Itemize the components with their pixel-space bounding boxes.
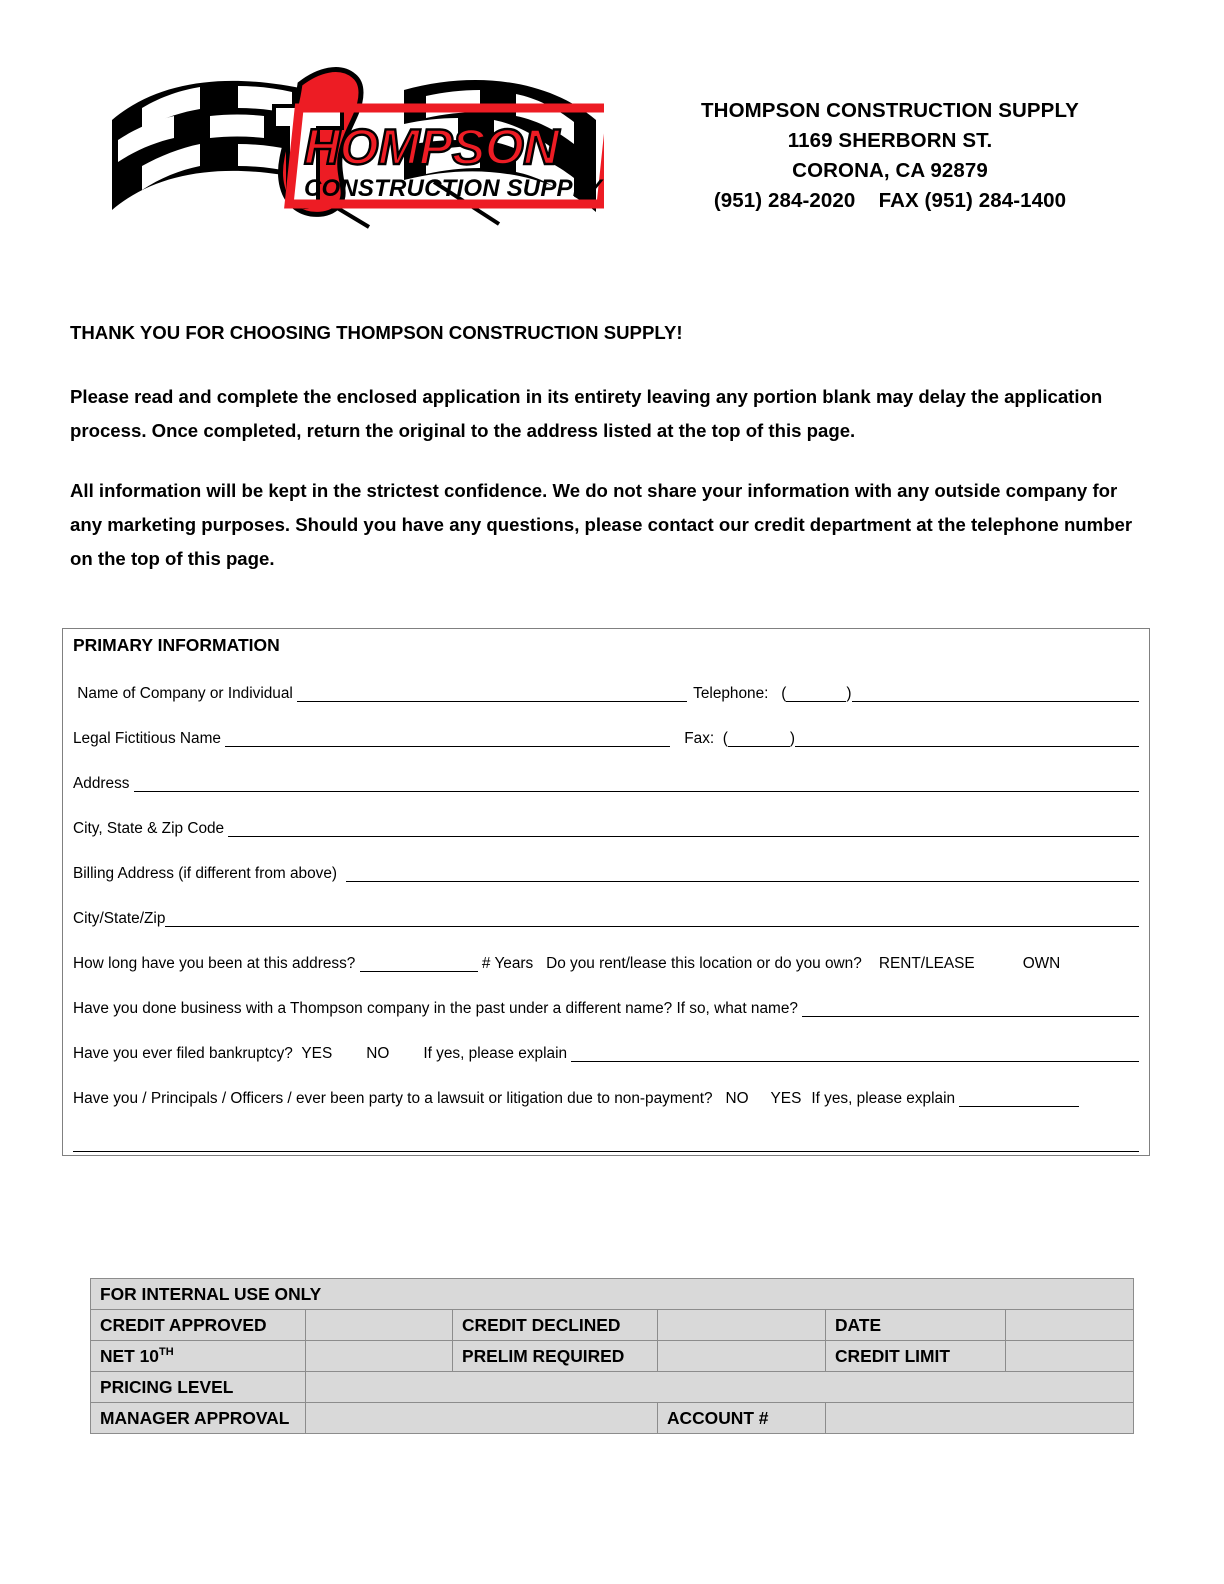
prelim-required-value[interactable] bbox=[658, 1341, 826, 1372]
table-row bbox=[91, 1341, 1134, 1372]
svg-text:CONSTRUCTION SUPPLY: CONSTRUCTION SUPPLY bbox=[304, 175, 603, 202]
lawsuit-label: Have you / Principals / Officers / ever been party to a lawsuit or litigation due to non-payment? bbox=[73, 1090, 726, 1107]
how-long-years-input[interactable] bbox=[360, 951, 478, 972]
legal-fictitious-name-input[interactable] bbox=[225, 726, 670, 747]
company-name-label: Name of Company or Individual bbox=[73, 685, 298, 702]
row-lawsuit-litigation bbox=[73, 1089, 1139, 1110]
credit-approved-value[interactable] bbox=[306, 1310, 453, 1341]
net-ten-text: NET 10 bbox=[100, 1345, 159, 1366]
intro-text-block bbox=[70, 316, 1142, 576]
legal-fictitious-name-label: Legal Fictitious Name bbox=[73, 730, 226, 747]
net-ten-label bbox=[91, 1341, 306, 1372]
row-legal-fictitious-name bbox=[73, 729, 1139, 750]
city-state-zip-label: City, State & Zip Code bbox=[73, 820, 229, 837]
intro-paragraph-1: Please read and complete the enclosed application in its entirety leaving any portion blank may delay the application process. Once completed, return the original to the address listed at the top of this page. bbox=[70, 386, 1103, 441]
thompson-history-input[interactable] bbox=[802, 996, 1139, 1017]
telephone-paren-close: ) bbox=[846, 685, 852, 702]
table-row bbox=[91, 1310, 1134, 1341]
company-address-block bbox=[640, 96, 1140, 216]
lawsuit-explain-input[interactable] bbox=[959, 1086, 1079, 1107]
company-phone-line: (951) 284-2020 FAX (951) 284-1400 bbox=[713, 189, 1067, 212]
credit-limit-label: CREDIT LIMIT bbox=[826, 1341, 1006, 1372]
address-input[interactable] bbox=[134, 771, 1139, 792]
row-how-long-at-address bbox=[73, 954, 1139, 975]
prelim-required-label: PRELIM REQUIRED bbox=[453, 1341, 658, 1372]
telephone-areacode-input[interactable] bbox=[786, 681, 846, 702]
billing-address-input[interactable] bbox=[346, 861, 1139, 882]
credit-declined-label: CREDIT DECLINED bbox=[453, 1310, 658, 1341]
company-name-line: THOMPSON CONSTRUCTION SUPPLY bbox=[701, 99, 1079, 122]
own-option[interactable]: OWN bbox=[1022, 955, 1061, 972]
pricing-level-value[interactable] bbox=[306, 1372, 1134, 1403]
thompson-history-label: Have you done business with a Thompson company in the past under a different name? If so, what name? bbox=[73, 1000, 803, 1017]
row-address bbox=[73, 774, 1139, 795]
bankruptcy-label: Have you ever filed bankruptcy? bbox=[73, 1045, 302, 1062]
svg-text:HOMPSON: HOMPSON bbox=[304, 119, 559, 175]
primary-information-section bbox=[62, 628, 1150, 1156]
credit-declined-value[interactable] bbox=[658, 1310, 826, 1341]
date-value[interactable] bbox=[1006, 1310, 1134, 1341]
primary-information-title: PRIMARY INFORMATION bbox=[73, 635, 280, 655]
address-label: Address bbox=[73, 775, 134, 792]
net-ten-superscript: TH bbox=[158, 1345, 174, 1358]
company-name-input[interactable] bbox=[297, 681, 687, 702]
manager-approval-value[interactable] bbox=[306, 1403, 658, 1434]
account-number-value[interactable] bbox=[826, 1403, 1134, 1434]
page-header bbox=[0, 0, 1224, 260]
telephone-number-input[interactable] bbox=[852, 681, 1139, 702]
intro-paragraph-2: All information will be kept in the strictest confidence. We do not share your information with any outside company for any marketing purposes. Should you have any questions, please contact our credit department at the telephone number on the top of this page. bbox=[70, 480, 1133, 569]
bankruptcy-explain-label: If yes, please explain bbox=[423, 1045, 572, 1062]
thompson-construction-supply-logo bbox=[104, 62, 604, 230]
fax-number-input[interactable] bbox=[795, 726, 1139, 747]
internal-use-title: FOR INTERNAL USE ONLY bbox=[91, 1279, 1134, 1310]
row-city-state-zip bbox=[73, 819, 1139, 840]
table-row bbox=[91, 1372, 1134, 1403]
company-city-line: CORONA, CA 92879 bbox=[792, 159, 988, 182]
fax-paren-close: ) bbox=[789, 730, 796, 747]
years-and-own-question-label: # Years Do you rent/lease this location or do you own? bbox=[477, 955, 879, 972]
billing-address-label: Billing Address (if different from above) bbox=[73, 865, 346, 882]
billing-city-state-zip-input[interactable] bbox=[165, 906, 1139, 927]
city-state-zip-input[interactable] bbox=[228, 816, 1139, 837]
fax-areacode-input[interactable] bbox=[728, 726, 790, 747]
bankruptcy-yes-option[interactable]: YES bbox=[301, 1045, 333, 1062]
telephone-label: Telephone: ( bbox=[693, 685, 787, 702]
bankruptcy-explain-input[interactable] bbox=[571, 1041, 1139, 1062]
bankruptcy-no-option[interactable]: NO bbox=[366, 1045, 390, 1062]
lawsuit-explain-continuation-input[interactable] bbox=[73, 1131, 1139, 1152]
lawsuit-no-option[interactable]: NO bbox=[725, 1090, 749, 1107]
credit-limit-value[interactable] bbox=[1006, 1341, 1134, 1372]
billing-city-state-zip-label: City/State/Zip bbox=[73, 910, 166, 927]
row-billing-address bbox=[73, 864, 1139, 885]
row-lawsuit-explain-continuation bbox=[73, 1134, 1139, 1155]
credit-approved-label: CREDIT APPROVED bbox=[91, 1310, 306, 1341]
company-street-line: 1169 SHERBORN ST. bbox=[787, 129, 993, 152]
manager-approval-label: MANAGER APPROVAL bbox=[91, 1403, 306, 1434]
fax-label: Fax: ( bbox=[684, 730, 728, 747]
rent-lease-option[interactable]: RENT/LEASE bbox=[878, 955, 975, 972]
date-label: DATE bbox=[826, 1310, 1006, 1341]
net-ten-value[interactable] bbox=[306, 1341, 453, 1372]
lawsuit-yes-option[interactable]: YES bbox=[770, 1090, 802, 1107]
lawsuit-explain-label: If yes, please explain bbox=[811, 1090, 960, 1107]
table-row-internal-title bbox=[91, 1279, 1134, 1310]
table-row bbox=[91, 1403, 1134, 1434]
row-thompson-history bbox=[73, 999, 1139, 1020]
internal-use-table bbox=[90, 1278, 1134, 1434]
how-long-label: How long have you been at this address? bbox=[73, 955, 360, 972]
row-company-name bbox=[73, 684, 1139, 705]
account-number-label: ACCOUNT # bbox=[658, 1403, 826, 1434]
thank-you-heading: THANK YOU FOR CHOOSING THOMPSON CONSTRUCTION SUPPLY! bbox=[70, 322, 683, 343]
row-bankruptcy bbox=[73, 1044, 1139, 1065]
row-billing-city-state-zip bbox=[73, 909, 1139, 930]
pricing-level-label: PRICING LEVEL bbox=[91, 1372, 306, 1403]
